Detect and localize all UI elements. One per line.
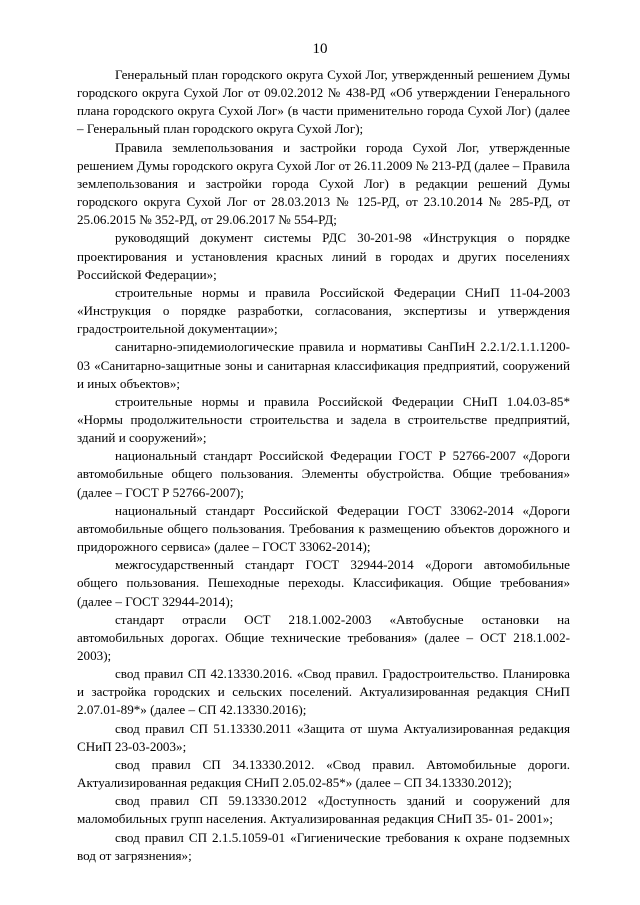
paragraph-sp-51: свод правил СП 51.13330.2011 «Защита от шума Актуализированная редакция СНиП 23-03-2003»; <box>77 720 570 754</box>
paragraph-sp-59: свод правил СП 59.13330.2012 «Доступность зданий и сооружений для маломобильных групп населения. Актуализированная редакция СНиП 35- 01- 2001»; <box>77 793 570 827</box>
paragraph-sp-34: свод правил СП 34.13330.2012. «Свод правил. Автомобильные дороги. Актуализированная редакция СНиП 2.05.02-85*» (далее – СП 34.13330.2012); <box>77 756 570 791</box>
paragraph-sanpin: санитарно-эпидемиологические правила и нормативы СанПиН 2.2.1/2.1.1.1200-03 «Санитарно-защитные зоны и санитарная классификация предприятий, сооружений и иных объектов»; <box>77 339 570 391</box>
paragraph-sp-42: свод правил СП 42.13330.2016. «Свод правил. Градостроительство. Планировка и застройка городских и сельских поселений. Актуализированная редакция СНиП 2.07.01-89*» (далее – СП 42.13330.2016); <box>77 666 570 718</box>
paragraph-general-plan: Генеральный план городского округа Сухой Лог, утвержденный решением Думы городского округа Сухой Лог от 09.02.2012 № 438-РД «Об утверждении Генерального плана городского округа Сухой Лог» (в части применительно города Сухой Лог) (далее – Генеральный план городского округа Сухой Лог); <box>77 67 570 137</box>
paragraph-snip-11-04-2003: строительные нормы и правила Российской Федерации СНиП 11-04-2003 «Инструкция о порядке разработки, согласования, экспертизы и утверждения градостроительной документации»; <box>77 284 570 337</box>
page-number: 10 <box>312 41 328 57</box>
paragraph-gost-r-52766: национальный стандарт Российской Федерации ГОСТ Р 52766-2007 «Дороги автомобильные общего пользования. Элементы обустройства. Общие требования» (далее – ГОСТ Р 52766-2007); <box>77 448 570 500</box>
paragraph-gost-32944: межгосударственный стандарт ГОСТ 32944-2014 «Дороги автомобильные общего пользования. Пешеходные переходы. Классификация. Общие требования» (далее – ГОСТ 32944-2014); <box>77 557 570 609</box>
paragraph-sp-2-1-5: свод правил СП 2.1.5.1059-01 «Гигиенические требования к охране подземных вод от загрязнения»; <box>77 829 570 863</box>
paragraph-rds-30-201-98: руководящий документ системы РДС 30-201-98 «Инструкция о порядке проектирования и установления красных линий в городах и других поселениях Российской Федерации»; <box>77 230 570 282</box>
paragraph-gost-33062: национальный стандарт Российской Федерации ГОСТ 33062-2014 «Дороги автомобильные общего пользования. Требования к размещению объектов дорожного и придорожного сервиса» (далее – ГОСТ 33062-2014); <box>77 502 570 555</box>
paragraph-snip-1-04-03-85: строительные нормы и правила Российской Федерации СНиП 1.04.03-85* «Нормы продолжительности строительства и задела в строительстве предприятий, зданий и сооружений»; <box>77 393 570 446</box>
paragraph-land-use-rules: Правила землепользования и застройки города Сухой Лог, утвержденные решением Думы городского округа Сухой Лог от 26.11.2009 № 213-РД (далее – Правила землепользования и застройки города Сухой Лог) в редакции решений Думы городского округа Сухой Лог от 28.03.2013 № 125-РД, от 23.10.2014 № 285-РД, от 25.06.2015 № 352-РД, от 29.06.2017 № 554-РД; <box>77 139 570 228</box>
document-body <box>77 66 570 865</box>
paragraph-ost-218: стандарт отрасли ОСТ 218.1.002-2003 «Автобусные остановки на автомобильных дорогах. Общие технические требования» (далее – ОСТ 218.1.002-2003); <box>77 611 570 663</box>
